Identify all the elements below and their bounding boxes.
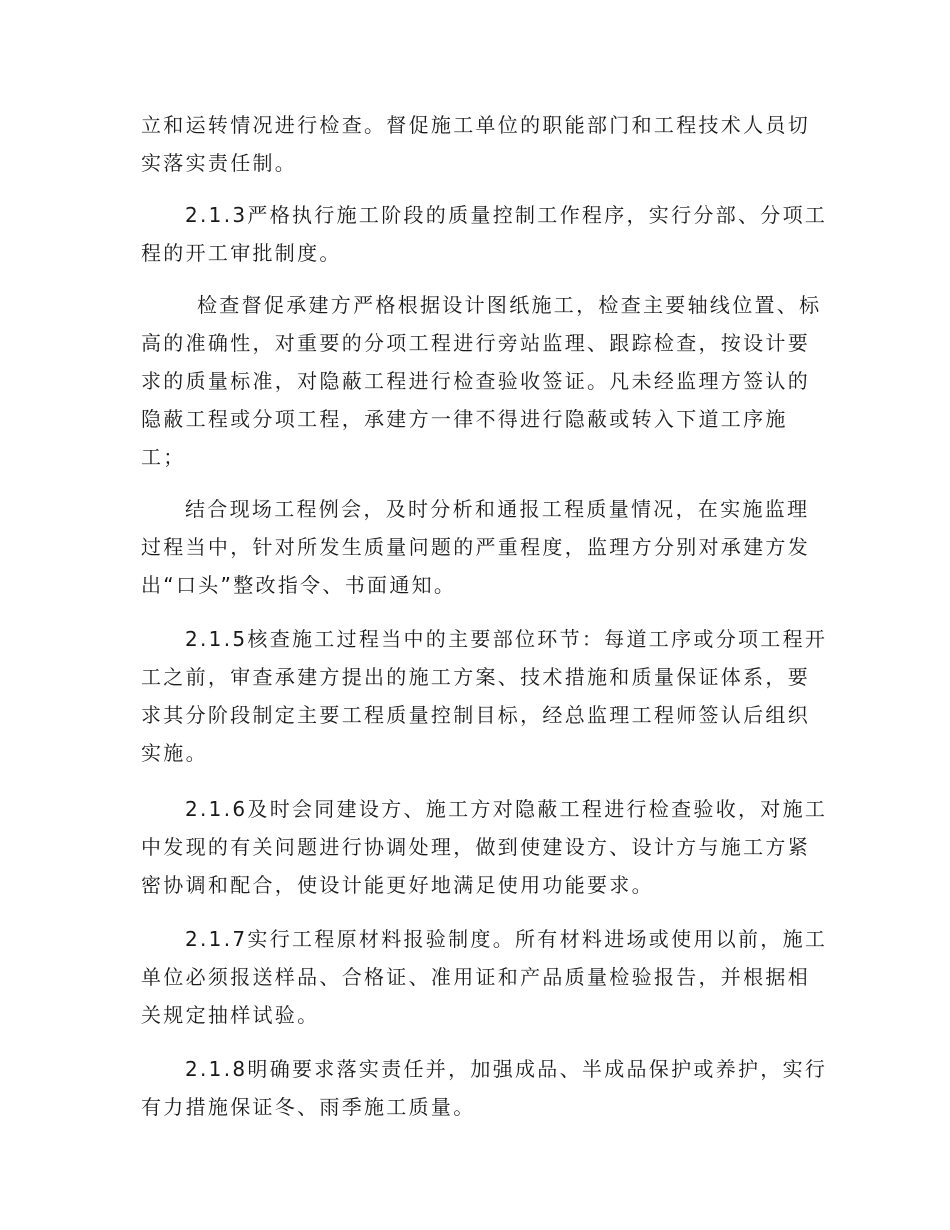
- text-line: 2.1.5核查施工过程当中的主要部位环节：每道工序或分项工程开: [185, 627, 828, 651]
- text-line: 工之前，审查承建方提出的施工方案、技术措施和质量保证体系，要: [141, 665, 810, 689]
- paragraph-2-1-6: [141, 790, 828, 904]
- text-line: 出“口头”整改指令、书面通知。: [141, 573, 457, 597]
- paragraph-2-1-8: [141, 1050, 828, 1126]
- text-line: 工；: [141, 445, 186, 469]
- text-line: 过程当中，针对所发生质量问题的严重程度，监理方分别对承建方发: [141, 535, 810, 559]
- paragraph-1: [141, 106, 821, 182]
- text-line: 关规定抽样试验。: [141, 1003, 320, 1027]
- text-line: 检查督促承建方严格根据设计图纸施工，检查主要轴线位置、标: [197, 293, 822, 317]
- text-line: 立和运转情况进行检查。督促施工单位的职能部门和工程技术人员切: [141, 113, 810, 137]
- text-line: 求的质量标准，对隐蔽工程进行检查验收签证。凡未经监理方签认的: [141, 369, 810, 393]
- paragraph-4: [141, 490, 821, 604]
- text-line: 程的开工审批制度。: [141, 241, 342, 265]
- text-line: 2.1.8明确要求落实责任并，加强成品、半成品保护或养护，实行: [185, 1057, 828, 1081]
- text-line: 结合现场工程例会，及时分析和通报工程质量情况，在实施监理: [185, 497, 810, 521]
- text-line: 2.1.3严格执行施工阶段的质量控制工作程序，实行分部、分项工: [185, 203, 828, 227]
- paragraph-3: [141, 286, 821, 476]
- paragraph-2-1-3: [141, 196, 828, 272]
- text-line: 中发现的有关问题进行协调处理，做到使建设方、设计方与施工方紧: [141, 835, 810, 859]
- text-line: 高的准确性，对重要的分项工程进行旁站监理、跟踪检查，按设计要: [141, 331, 810, 355]
- text-line: 实落实责任制。: [141, 151, 298, 175]
- text-line: 2.1.7实行工程原材料报验制度。所有材料进场或使用以前，施工: [185, 927, 828, 951]
- text-line: 隐蔽工程或分项工程，承建方一律不得进行隐蔽或转入下道工序施: [141, 407, 788, 431]
- text-line: 密协调和配合，使设计能更好地满足使用功能要求。: [141, 873, 654, 897]
- text-line: 2.1.6及时会同建设方、施工方对隐蔽工程进行检查验收，对施工: [185, 797, 828, 821]
- paragraph-2-1-5: [141, 620, 828, 772]
- text-line: 单位必须报送样品、合格证、准用证和产品质量检验报告，并根据相: [141, 965, 810, 989]
- text-line: 有力措施保证冬、雨季施工质量。: [141, 1095, 476, 1119]
- text-line: 求其分阶段制定主要工程质量控制目标，经总监理工程师签认后组织: [141, 703, 810, 727]
- text-line: 实施。: [141, 741, 208, 765]
- paragraph-2-1-7: [141, 920, 828, 1034]
